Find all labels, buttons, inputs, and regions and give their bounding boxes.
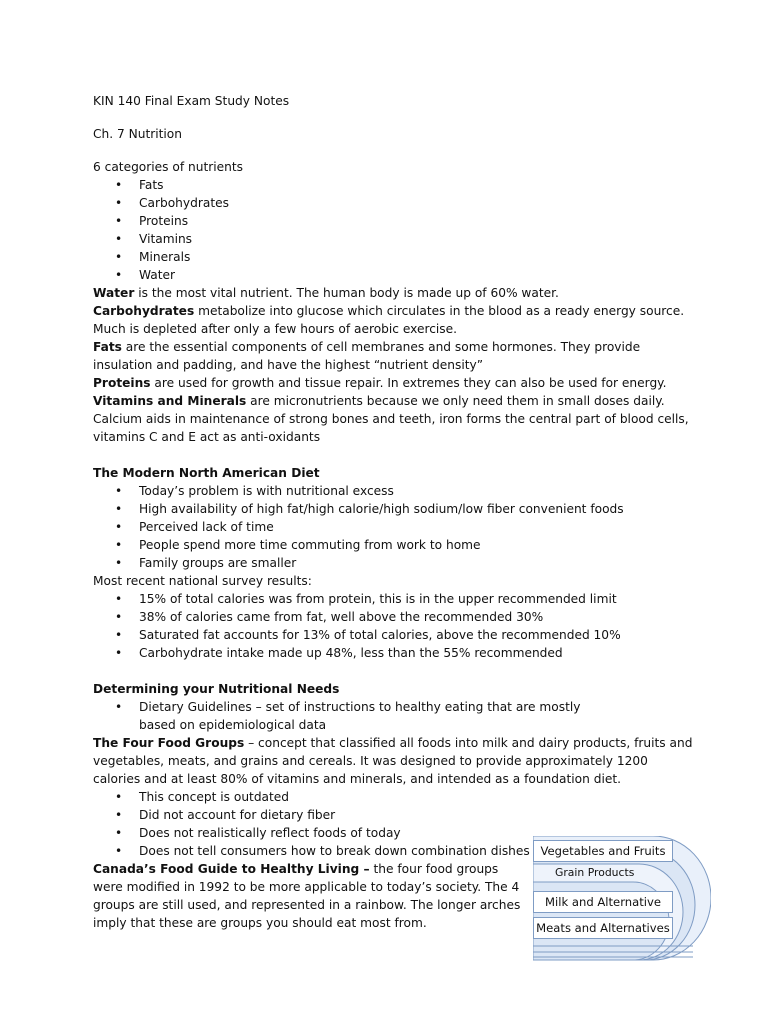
bullet-icon: • xyxy=(115,232,123,246)
list-item: • This concept is outdated xyxy=(115,790,290,804)
chapter-heading: Ch. 7 Nutrition xyxy=(93,127,182,141)
bullet-icon: • xyxy=(115,700,123,714)
survey-intro: Most recent national survey results: xyxy=(93,574,312,588)
document-page xyxy=(93,92,693,932)
bullet-icon: • xyxy=(115,610,123,624)
bullet-icon: • xyxy=(115,628,123,642)
list-item: • Saturated fat accounts for 13% of total calories, above the recommended 10% xyxy=(115,628,621,642)
rainbow-band-meats-alternatives: Meats and Alternatives xyxy=(533,917,673,939)
definition-proteins: Proteins are used for growth and tissue repair. In extremes they can also be used for energy. xyxy=(93,376,667,390)
section-heading-modern-diet: The Modern North American Diet xyxy=(93,466,320,480)
definition-fats: Fats are the essential components of cell membranes and some hormones. They provide insulation and padding, and have the highest “nutrient density” xyxy=(93,340,641,372)
definition-vitamins-minerals: Vitamins and Minerals are micronutrients because we only need them in small doses daily. Calcium aids in maintenance of strong bones and teeth, iron forms the central part of blood cells, vitamins C and E act as anti-oxidants xyxy=(93,394,689,444)
survey-list xyxy=(93,590,693,662)
nutrients-list xyxy=(93,176,693,284)
four-food-groups-paragraph: The Four Food Groups – concept that classified all foods into milk and dairy products, fruits and vegetables, meats, and grains and cereals. It was designed to provide approximately 1200 calories and at least 80% of vitamins and minerals, and intended as a foundation diet. xyxy=(93,736,693,786)
bullet-icon: • xyxy=(115,484,123,498)
list-item: • High availability of high fat/high calorie/high sodium/low fiber convenient foods xyxy=(115,502,624,516)
bullet-icon: • xyxy=(115,538,123,552)
list-item: • Vitamins xyxy=(115,232,193,246)
bullet-icon: • xyxy=(115,808,123,822)
nutrients-intro: 6 categories of nutrients xyxy=(93,160,243,174)
bullet-icon: • xyxy=(115,826,123,840)
rainbow-band-grain-products: Grain Products xyxy=(555,866,635,879)
list-item: • Does not tell consumers how to break down combination dishes xyxy=(115,844,530,858)
bullet-icon: • xyxy=(115,196,123,210)
bullet-icon: • xyxy=(115,502,123,516)
food-guide-paragraph: Canada’s Food Guide to Healthy Living – the four food groups were modified in 1992 to be more applicable to today’s society. The 4 groups are still used, and represented in a rainbow. The longer arches imply that these are groups you should eat most from. xyxy=(93,862,521,930)
bullet-icon: • xyxy=(115,268,123,282)
food-guide-rainbow-diagram xyxy=(533,836,711,961)
rainbow-band-milk-alternative: Milk and Alternative xyxy=(533,891,673,913)
modern-diet-list xyxy=(93,482,693,572)
definition-carbohydrates: Carbohydrates metabolize into glucose which circulates in the blood as a ready energy source. Much is depleted after only a few hours of aerobic exercise. xyxy=(93,304,685,336)
guidelines-list xyxy=(93,698,693,734)
list-item: • 15% of total calories was from protein, this is in the upper recommended limit xyxy=(115,592,617,606)
bullet-icon: • xyxy=(115,646,123,660)
definition-water: Water is the most vital nutrient. The human body is made up of 60% water. xyxy=(93,286,559,300)
bullet-icon: • xyxy=(115,214,123,228)
document-title: KIN 140 Final Exam Study Notes xyxy=(93,94,290,108)
list-item: • Perceived lack of time xyxy=(115,520,274,534)
list-item: • Water xyxy=(115,268,176,282)
bullet-icon: • xyxy=(115,556,123,570)
list-item: • Minerals xyxy=(115,250,191,264)
bullet-icon: • xyxy=(115,520,123,534)
list-item: • Carbohydrates xyxy=(115,196,229,210)
list-item: • Fats xyxy=(115,178,164,192)
section-heading-nutritional-needs: Determining your Nutritional Needs xyxy=(93,682,340,696)
list-item: • Today’s problem is with nutritional excess xyxy=(115,484,394,498)
rainbow-band-vegetables-fruits: Vegetables and Fruits xyxy=(533,840,673,862)
list-item: • Family groups are smaller xyxy=(115,556,297,570)
bullet-icon: • xyxy=(115,790,123,804)
list-item: • People spend more time commuting from work to home xyxy=(115,538,481,552)
list-item: • 38% of calories came from fat, well above the recommended 30% xyxy=(115,610,544,624)
list-item: • Proteins xyxy=(115,214,189,228)
bullet-icon: • xyxy=(115,844,123,858)
list-item: • Does not realistically reflect foods of today xyxy=(115,826,401,840)
bullet-icon: • xyxy=(115,592,123,606)
bullet-icon: • xyxy=(115,178,123,192)
list-item: • Did not account for dietary fiber xyxy=(115,808,336,822)
list-item: • Carbohydrate intake made up 48%, less than the 55% recommended xyxy=(115,646,563,660)
bullet-icon: • xyxy=(115,250,123,264)
list-item: • Dietary Guidelines – set of instructions to healthy eating that are mostly based on epidemiological data xyxy=(115,700,581,732)
